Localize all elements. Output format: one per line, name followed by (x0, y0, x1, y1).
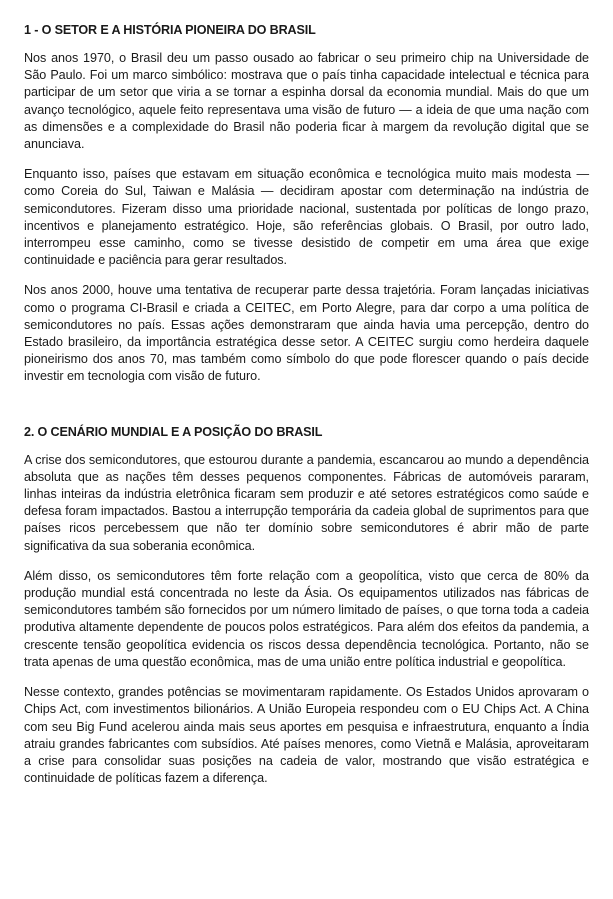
section-2 (24, 424, 589, 788)
section-2-paragraph-2: Além disso, os semicondutores têm forte relação com a geopolítica, visto que cerca de 80% da produção mundial está concentrada no leste da Ásia. Os equipamentos utilizados nas fábricas de semicondutores também são fornecidos por um número limitado de países, o que torna toda a cadeia produtiva altamente dependente de poucos polos estratégicos. Para além dos efeitos da pandemia, a crescente tensão geopolítica evidencia os riscos dessa dependência tecnológica. Portanto, não se trata apenas de uma questão econômica, mas de uma união entre política industrial e geopolítica. (24, 568, 589, 669)
section-1-paragraph-1: Nos anos 1970, o Brasil deu um passo ousado ao fabricar o seu primeiro chip na Universidade de São Paulo. Foi um marco simbólico: mostrava que o país tinha capacidade intelectual e técnica para participar de um setor que viria a se tornar a espinha dorsal da economia mundial. Mais do que um avanço tecnológico, aquele feito representava uma visão de futuro — a ideia de que uma nação com as dimensões e a complexidade do Brasil não poderia ficar à margem da revolução digital que se anunciava. (24, 51, 589, 152)
section-2-paragraph-1: A crise dos semicondutores, que estourou durante a pandemia, escancarou ao mundo a dependência absoluta que as nações têm desses pequenos componentes. Fábricas de automóveis pararam, linhas inteiras da indústria eletrônica ficaram sem produzir e até setores estratégicos como saúde e defesa foram impactados. Bastou a interrupção temporária da cadeia global de suprimentos para que países ricos percebessem que não ter domínio sobre semicondutores é abrir mão de parte significativa da sua soberania econômica. (24, 452, 589, 553)
section-1-paragraph-3: Nos anos 2000, houve uma tentativa de recuperar parte dessa trajetória. Foram lançadas iniciativas como o programa CI-Brasil e criada a CEITEC, em Porto Alegre, para dar corpo a uma política de semicondutores no país. Essas ações demonstraram que ainda havia uma percepção, dentro do Estado brasileiro, da importância estratégica desse setor. A CEITEC surgiu como herdeira daquele pioneirismo dos anos 70, mas também como símbolo do que pode florescer quando o país decide investir em tecnologia com visão de futuro. (24, 283, 589, 384)
section-2-paragraph-3: Nesse contexto, grandes potências se movimentaram rapidamente. Os Estados Unidos aprovaram o Chips Act, com investimentos bilionários. A União Europeia respondeu com o EU Chips Act. A China com seu Big Fund acelerou ainda mais seus aportes em pesquisa e infraestrutura, enquanto a Índia atraiu grandes fabricantes com subsídios. Até países menores, como Vietnã e Malásia, aproveitaram a crise para consolidar suas posições na cadeia de valor, mostrando que visão estratégica e continuidade de políticas fazem a diferença. (24, 685, 589, 786)
section-1-heading: 1 - O SETOR E A HISTÓRIA PIONEIRA DO BRASIL (24, 23, 316, 37)
section-1 (24, 22, 589, 386)
section-1-paragraph-2: Enquanto isso, países que estavam em situação econômica e tecnológica muito mais modesta — como Coreia do Sul, Taiwan e Malásia — decidiram apostar com determinação na indústria de semicondutores. Fizeram disso uma prioridade nacional, sustentada por políticas de longo prazo, incentivos e planejamento estratégico. Hoje, são referências globais. O Brasil, por outro lado, interrompeu esse caminho, como se tivesse desistido de competir em uma área que exige continuidade e paciência para gerar resultados. (24, 167, 589, 268)
section-2-heading: 2. O CENÁRIO MUNDIAL E A POSIÇÃO DO BRASIL (24, 424, 323, 439)
